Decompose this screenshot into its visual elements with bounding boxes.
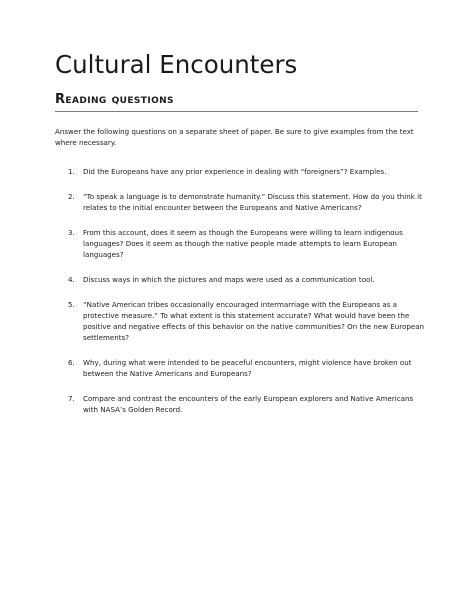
question-text: Discuss ways in which the pictures and maps were used as a communication tool. (83, 275, 375, 284)
question-number: 2. (68, 192, 75, 201)
question-item (68, 274, 428, 285)
question-number: 3. (68, 228, 75, 237)
question-number: 1. (68, 167, 75, 176)
question-item (68, 227, 428, 260)
section-heading: Reading questions (55, 92, 174, 107)
question-item (68, 393, 428, 415)
question-number: 6. (68, 358, 75, 367)
question-item (68, 191, 428, 213)
question-list (68, 166, 428, 415)
question-text: Why, during what were intended to be peaceful encounters, might violence have broken out between the Native Americans and Europeans? (83, 358, 412, 378)
question-text: “Native American tribes occasionally encouraged intermarriage with the Europeans as a protective measure.” To what extent is this statement accurate? What would have been the positive and negative effects of this behavior on the native communities? On the new European settlements? (83, 300, 425, 342)
document-title: Cultural Encounters (55, 50, 298, 79)
heading-divider (55, 111, 418, 112)
intro-paragraph: Answer the following questions on a separate sheet of paper. Be sure to give examples from the text where necessary. (55, 127, 414, 147)
question-number: 5. (68, 300, 75, 309)
question-item (68, 299, 428, 343)
question-number: 4. (68, 275, 75, 284)
question-text: From this account, does it seem as though the Europeans were willing to learn indigenous languages? Does it seem as though the native people made attempts to learn European languages? (83, 228, 403, 259)
question-number: 7. (68, 394, 75, 403)
question-text: Did the Europeans have any prior experience in dealing with “foreigners”? Examples. (83, 167, 387, 176)
question-item (68, 357, 428, 379)
question-text: “To speak a language is to demonstrate humanity.” Discuss this statement. How do you think it relates to the initial encounter between the Europeans and Native Americans? (83, 192, 422, 212)
question-item (68, 166, 428, 177)
question-text: Compare and contrast the encounters of the early European explorers and Native Americans with NASA’s Golden Record. (83, 394, 414, 414)
